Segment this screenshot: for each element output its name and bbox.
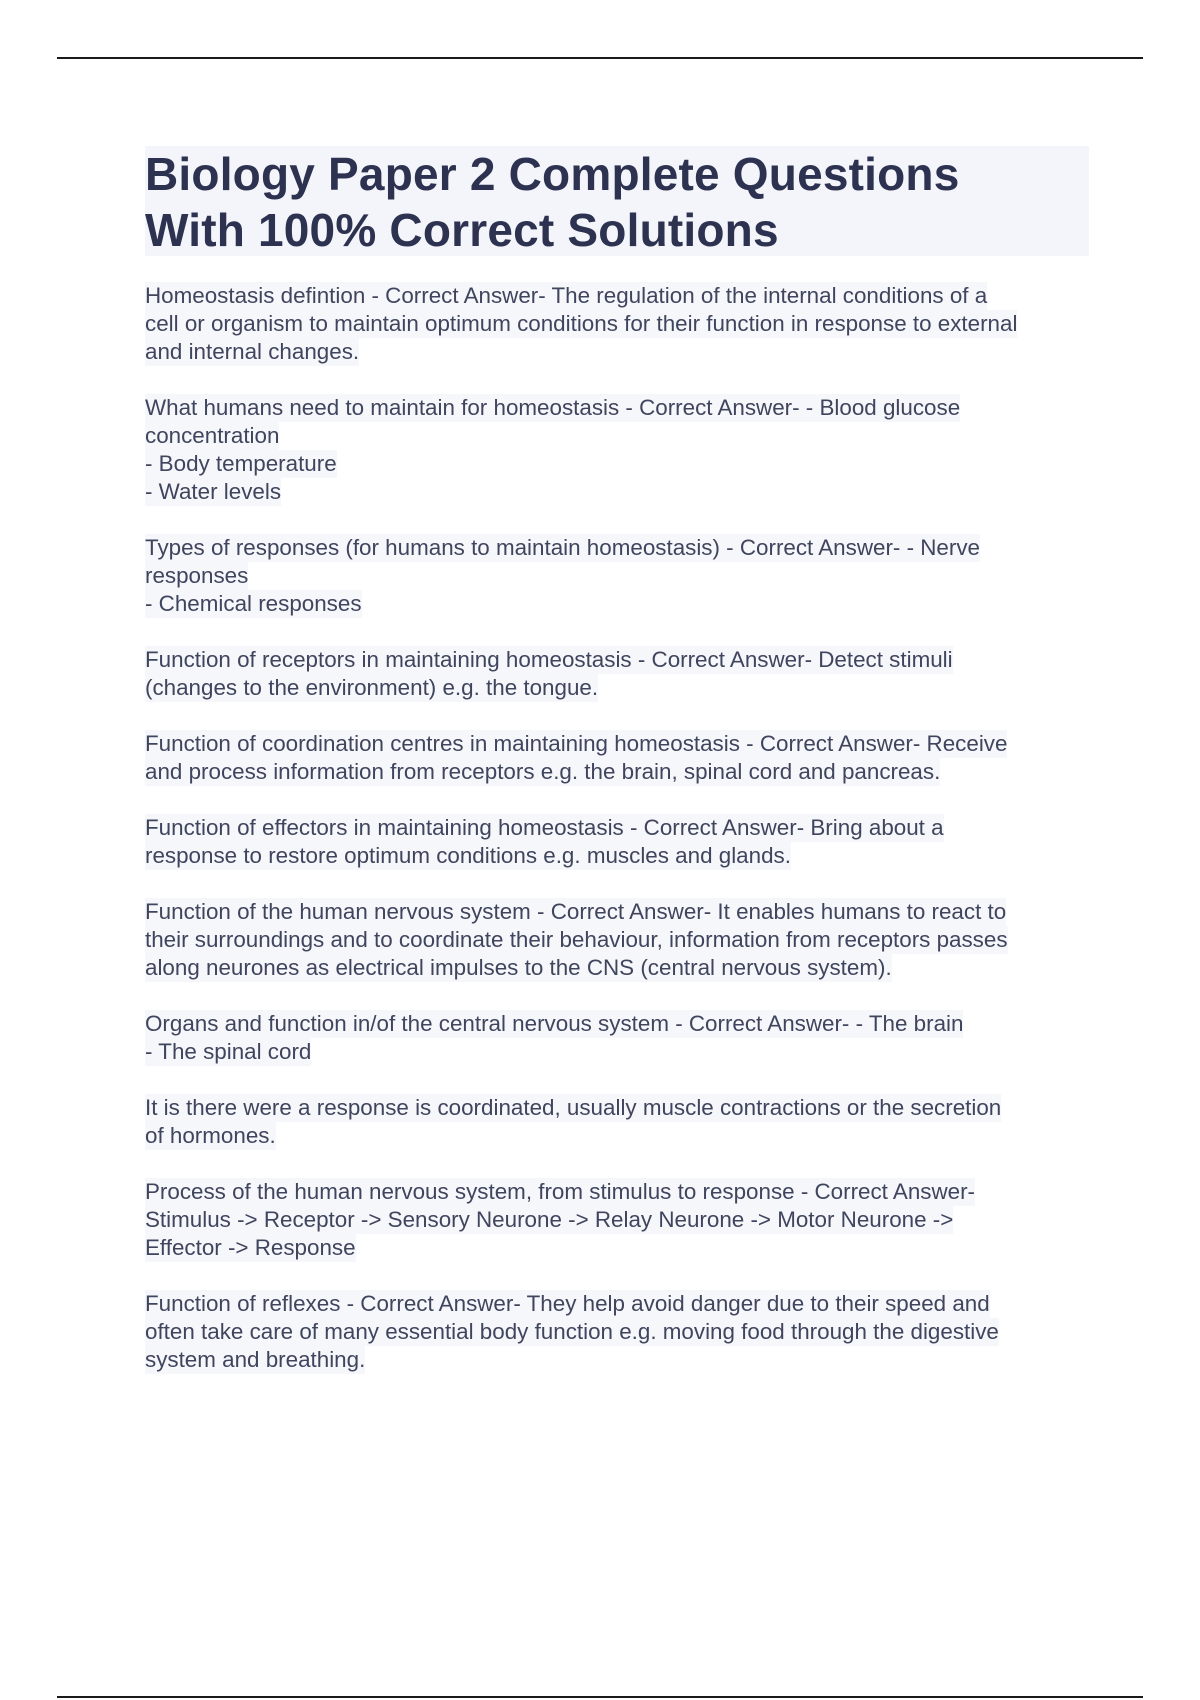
qa-entry — [145, 646, 1089, 702]
qa-entry-line: system and breathing. — [145, 1347, 366, 1372]
qa-entry-line: What humans need to maintain for homeostasis - Correct Answer- - Blood glucose — [145, 395, 961, 420]
qa-entry-line: Function of receptors in maintaining homeostasis - Correct Answer- Detect stimuli — [145, 647, 953, 672]
qa-entry-line: often take care of many essential body function e.g. moving food through the digestive — [145, 1319, 999, 1344]
qa-entry — [145, 1290, 1089, 1374]
qa-entry-line: concentration — [145, 423, 280, 448]
qa-entry-line: cell or organism to maintain optimum conditions for their function in response to external — [145, 311, 1018, 336]
qa-entry-line: of hormones. — [145, 1123, 276, 1148]
qa-entry-line: - The spinal cord — [145, 1039, 312, 1064]
document-body — [145, 146, 1089, 1402]
qa-entry-line: Types of responses (for humans to maintain homeostasis) - Correct Answer- - Nerve — [145, 535, 980, 560]
qa-entry — [145, 814, 1089, 870]
qa-entry-line: their surroundings and to coordinate their behaviour, information from receptors passes — [145, 927, 1008, 952]
qa-entry — [145, 1094, 1089, 1150]
qa-entry — [145, 534, 1089, 618]
qa-entry-line: Function of the human nervous system - Correct Answer- It enables humans to react to — [145, 899, 1007, 924]
qa-entry-line: and process information from receptors e.g. the brain, spinal cord and pancreas. — [145, 759, 941, 784]
qa-entry-line: It is there were a response is coordinated, usually muscle contractions or the secretion — [145, 1095, 1002, 1120]
title-line: With 100% Correct Solutions — [145, 204, 779, 256]
qa-entry — [145, 1010, 1089, 1066]
qa-entry-line: Process of the human nervous system, from stimulus to response - Correct Answer- — [145, 1179, 976, 1204]
qa-entry-line: and internal changes. — [145, 339, 360, 364]
qa-list — [145, 282, 1089, 1374]
qa-entry — [145, 730, 1089, 786]
header-rule — [57, 57, 1143, 59]
qa-entry — [145, 282, 1089, 366]
document-title — [145, 146, 1089, 256]
qa-entry-line: (changes to the environment) e.g. the tongue. — [145, 675, 599, 700]
qa-entry-line: along neurones as electrical impulses to the CNS (central nervous system). — [145, 955, 892, 980]
qa-entry-line: Function of reflexes - Correct Answer- They help avoid danger due to their speed and — [145, 1291, 990, 1316]
qa-entry-line: response to restore optimum conditions e.g. muscles and glands. — [145, 843, 791, 868]
footer-rule — [57, 1696, 1143, 1698]
qa-entry-line: - Chemical responses — [145, 591, 362, 616]
qa-entry-line: Function of coordination centres in maintaining homeostasis - Correct Answer- Receive — [145, 731, 1008, 756]
qa-entry-line: Stimulus -> Receptor -> Sensory Neurone -> Relay Neurone -> Motor Neurone -> — [145, 1207, 954, 1232]
qa-entry — [145, 1178, 1089, 1262]
qa-entry — [145, 898, 1089, 982]
qa-entry-line: Function of effectors in maintaining homeostasis - Correct Answer- Bring about a — [145, 815, 944, 840]
qa-entry-line: responses — [145, 563, 249, 588]
qa-entry-line: Organs and function in/of the central nervous system - Correct Answer- - The brain — [145, 1011, 964, 1036]
qa-entry — [145, 394, 1089, 506]
title-line: Biology Paper 2 Complete Questions — [145, 148, 960, 200]
qa-entry-line: - Water levels — [145, 479, 282, 504]
qa-entry-line: Homeostasis defintion - Correct Answer- The regulation of the internal conditions of a — [145, 283, 988, 308]
qa-entry-line: - Body temperature — [145, 451, 337, 476]
qa-entry-line: Effector -> Response — [145, 1235, 356, 1260]
